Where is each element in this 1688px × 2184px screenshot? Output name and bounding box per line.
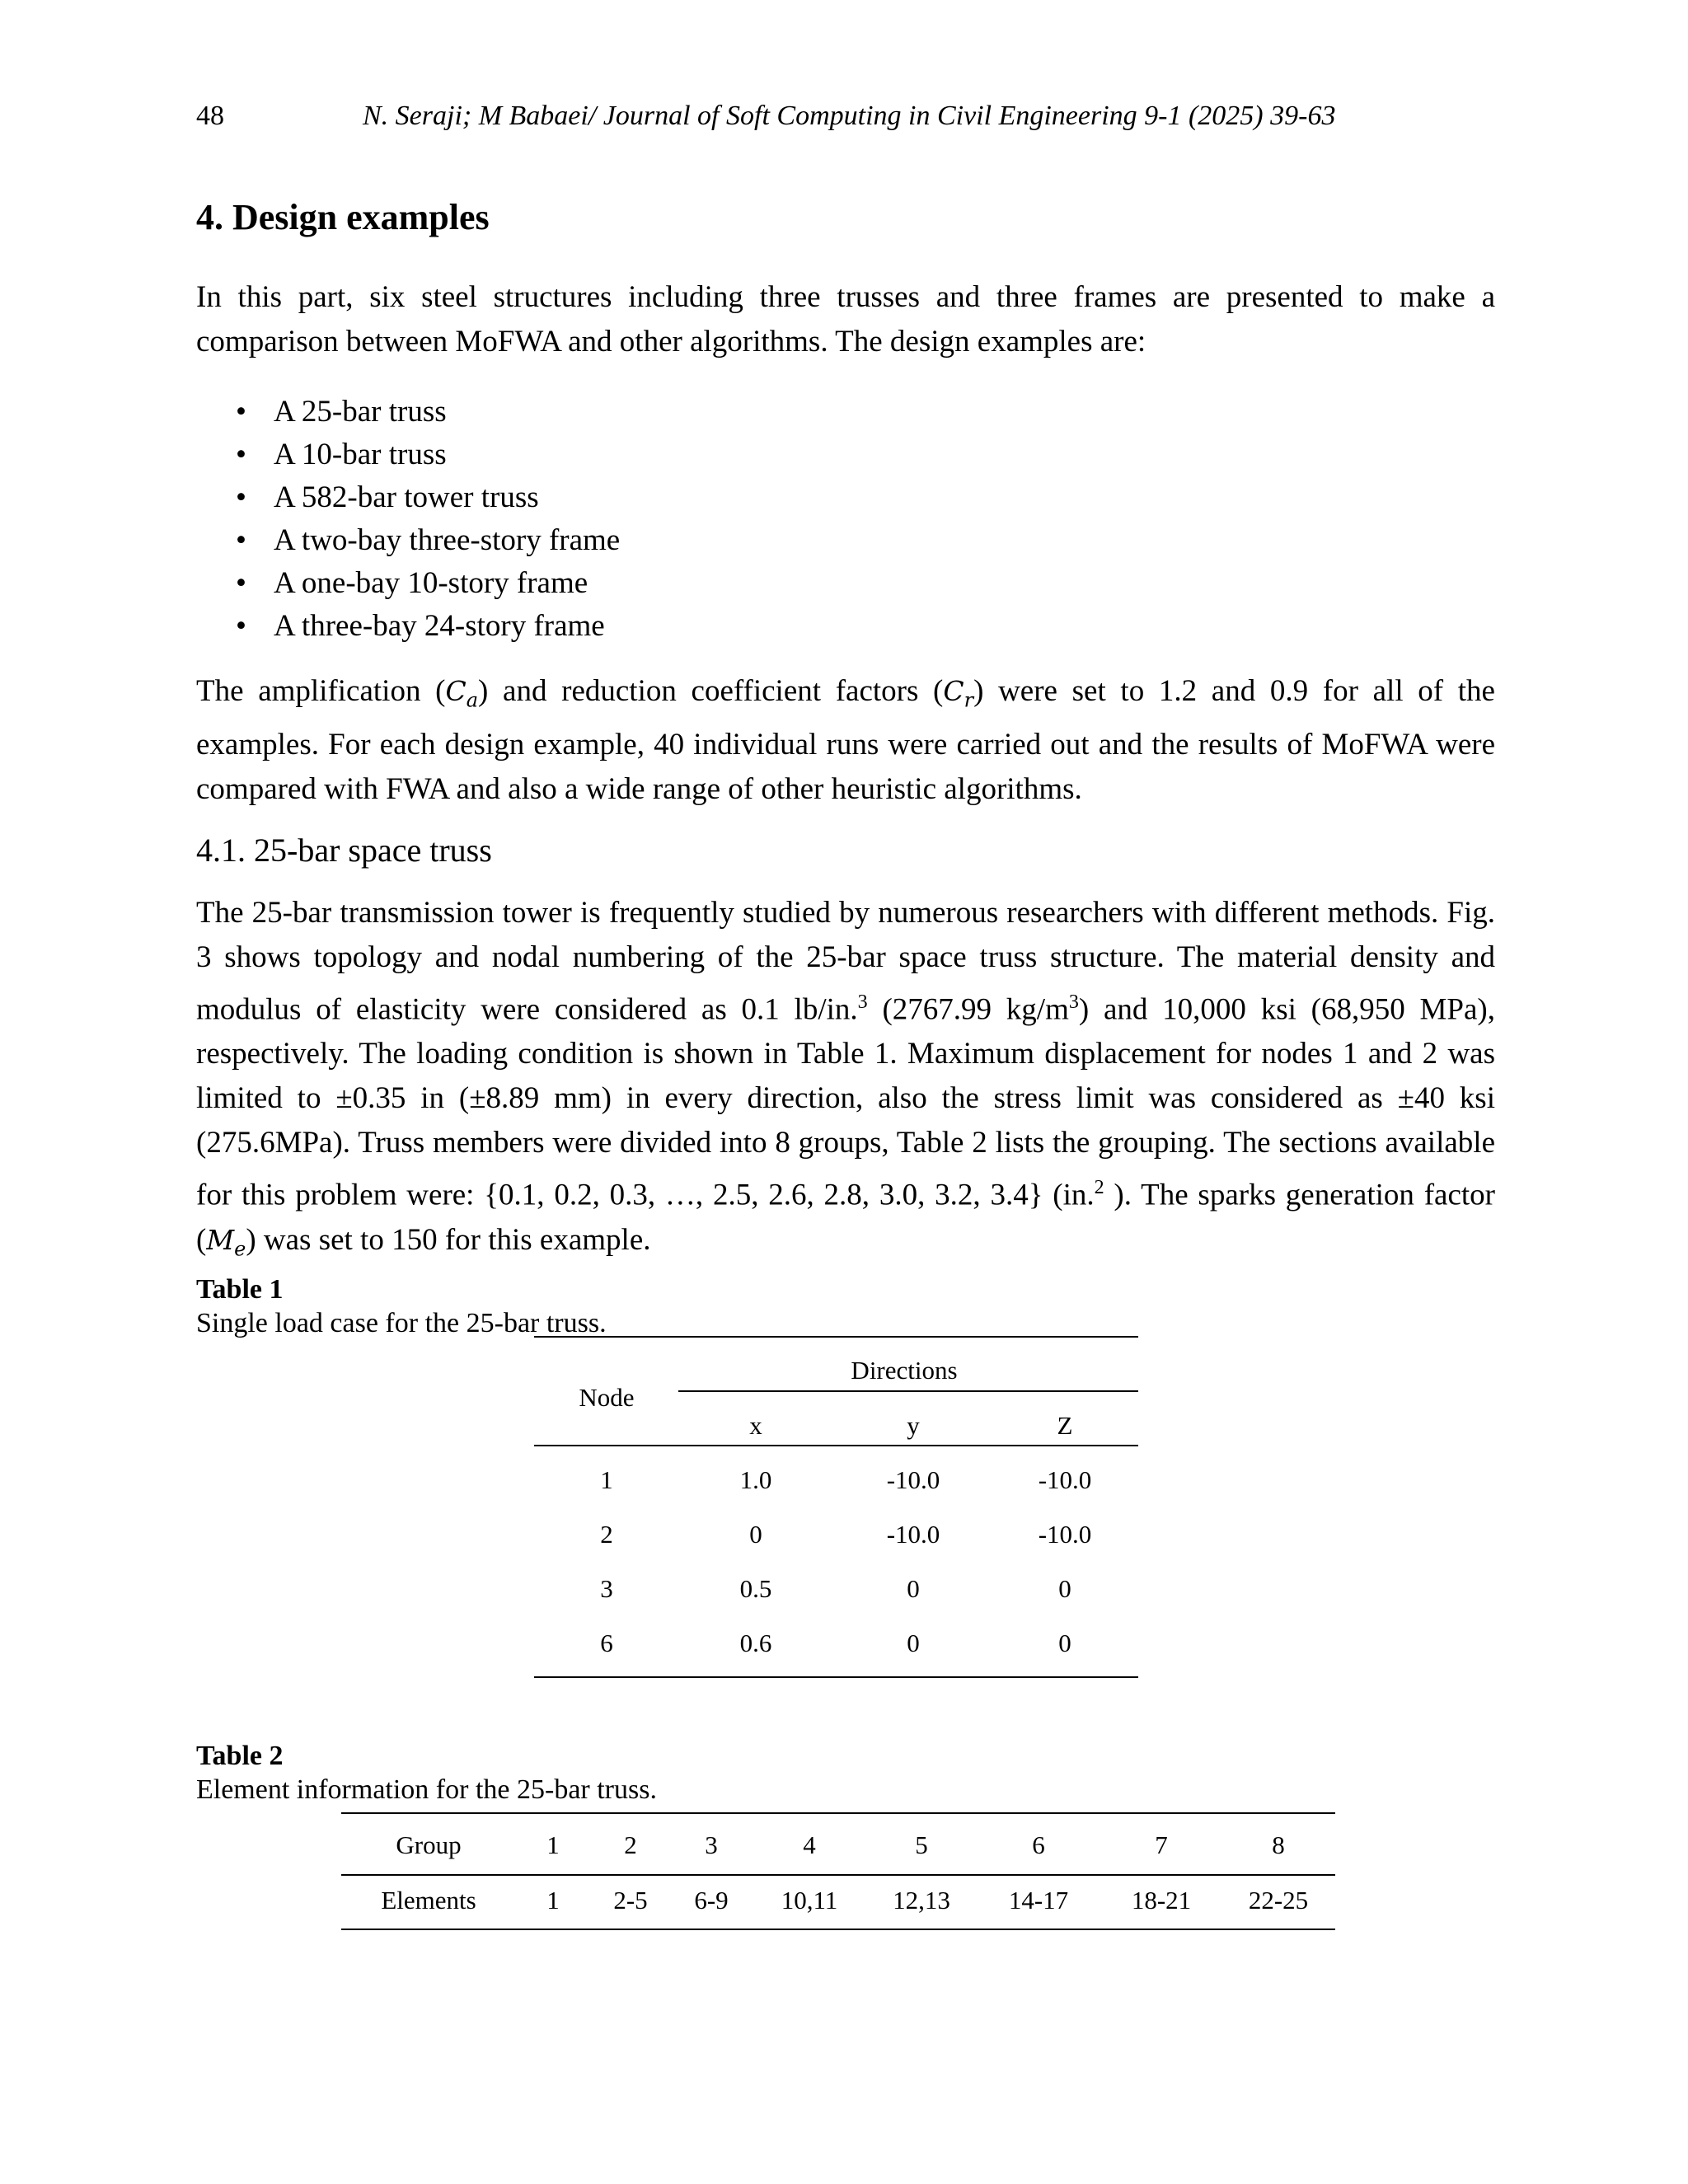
me-symbol: $M_e$ — [206, 1223, 246, 1261]
table1-caption: Single load case for the 25-bar truss. — [196, 1308, 607, 1338]
table2-mid-rule — [341, 1874, 1335, 1876]
table1-bottom-rule — [534, 1676, 1138, 1678]
table-cell: -10.0 — [886, 1520, 940, 1549]
table-cell: 14-17 — [1008, 1886, 1069, 1915]
table-cell: 1 — [546, 1886, 560, 1915]
design-examples-list — [232, 391, 620, 648]
intro-paragraph: In this part, six steel structures including three trusses and three frames are presented to make a comparison between MoFWA and other algorithms. The design examples are: — [196, 280, 1495, 359]
list-item: • A one-bay 10-story frame — [236, 566, 588, 600]
table-cell: 1 — [546, 1830, 560, 1859]
table1-header-rule — [534, 1445, 1138, 1446]
amplification-paragraph: The amplification $(C_a)$ and reduction coefficient factors $(C_r)$ were set to 1.2 and 0.9 for all of the examples. For each design example, 40 individual runs were carried out and the results of MoFWA were compared with FWA and also a wide range of other heuristic algorithms. — [196, 674, 1495, 806]
truss-paragraph: The 25-bar transmission tower is frequently studied by numerous researchers with different methods. Fig. 3 shows topology and nodal numbering of the 25-bar space truss structure. The material density and modulus of elasticity were considered as 0.1 lb/in.$^3$ (2767.99 $kg/m^3$) and 10,000 ksi (68,950 MPa), respectively. The loading condition is shown in Table 1. Maximum displacement for nodes 1 and 2 was limited to ±0.35 in (±8.89 mm) in every direction, also the stress limit was considered as ±40 ksi (275.6MPa). Truss members were divided into 8 groups, Table 2 lists the grouping. The sections available for this problem were: {0.1, 0.2, 0.3, …, 2.5, 2.6, 2.8, 3.0, 3.2, 3.4} (in.$^2$ ). The sparks generation factor $(M_e)$ was set to 150 for this example. — [196, 896, 1495, 1261]
table-cell: 0 — [749, 1520, 762, 1549]
table-cell: 2 — [624, 1830, 637, 1859]
table1-label: Table 1 — [196, 1274, 284, 1305]
table-cell: 0.5 — [739, 1574, 772, 1603]
table1-header-node: Node — [579, 1383, 635, 1412]
table2-label: Table 2 — [196, 1741, 284, 1771]
table1-top-rule — [534, 1336, 1138, 1338]
table-cell: 10,11 — [781, 1886, 838, 1915]
table2-bottom-rule — [341, 1929, 1335, 1930]
table-cell: 0 — [907, 1574, 920, 1603]
table-cell: 3 — [705, 1830, 718, 1859]
table-cell: 8 — [1272, 1830, 1285, 1859]
subsection-title: 4.1. 25-bar space truss — [196, 832, 492, 869]
table-cell: 1.0 — [739, 1465, 772, 1494]
table1-col-y: y — [907, 1411, 920, 1440]
table-cell: 1 — [600, 1465, 613, 1494]
running-title: N. Seraji; M Babaei/ Journal of Soft Computing in Civil Engineering 9-1 (2025) 39-63 — [363, 101, 1336, 131]
table2-caption: Element information for the 25-bar truss. — [196, 1774, 657, 1805]
table-cell: -10.0 — [1038, 1520, 1092, 1549]
table-cell: 7 — [1155, 1830, 1168, 1859]
page-number: 48 — [196, 101, 224, 131]
table2-elements-label: Elements — [381, 1886, 476, 1915]
list-item: • A 10-bar truss — [236, 438, 447, 471]
table-cell: 6 — [600, 1629, 613, 1657]
table-cell: 18-21 — [1131, 1886, 1192, 1915]
table2-top-rule — [341, 1812, 1335, 1814]
list-item: • A three-bay 24-story frame — [236, 609, 605, 643]
table-cell: -10.0 — [886, 1465, 940, 1494]
table-cell: 0.6 — [739, 1629, 772, 1657]
table-cell: 0 — [1058, 1629, 1071, 1657]
table-cell: 2 — [600, 1520, 613, 1549]
list-item: • A 25-bar truss — [236, 395, 447, 429]
table-cell: -10.0 — [1038, 1465, 1092, 1494]
table-cell: 0 — [1058, 1574, 1071, 1603]
table-cell: 4 — [803, 1830, 816, 1859]
table1-header-directions: Directions — [851, 1356, 958, 1385]
table-cell: 0 — [907, 1629, 920, 1657]
table-cell: 2-5 — [613, 1886, 648, 1915]
table-cell: 6-9 — [694, 1886, 729, 1915]
ca-symbol: $C_a$ — [445, 675, 479, 712]
table-cell: 6 — [1032, 1830, 1045, 1859]
table1-col-x: x — [749, 1411, 762, 1440]
table1-col-z: Z — [1057, 1411, 1073, 1440]
table1-mid-rule — [678, 1390, 1138, 1392]
table-cell: 5 — [915, 1830, 928, 1859]
section-title: 4. Design examples — [196, 197, 490, 237]
table-cell: 12,13 — [893, 1886, 950, 1915]
table-cell: 22-25 — [1248, 1886, 1309, 1915]
cr-symbol: $C_r$ — [943, 675, 974, 712]
table-cell: 3 — [600, 1574, 613, 1603]
table2-group-label: Group — [396, 1830, 462, 1859]
list-item: • A two-bay three-story frame — [236, 523, 621, 557]
list-item: • A 582-bar tower truss — [236, 480, 539, 514]
